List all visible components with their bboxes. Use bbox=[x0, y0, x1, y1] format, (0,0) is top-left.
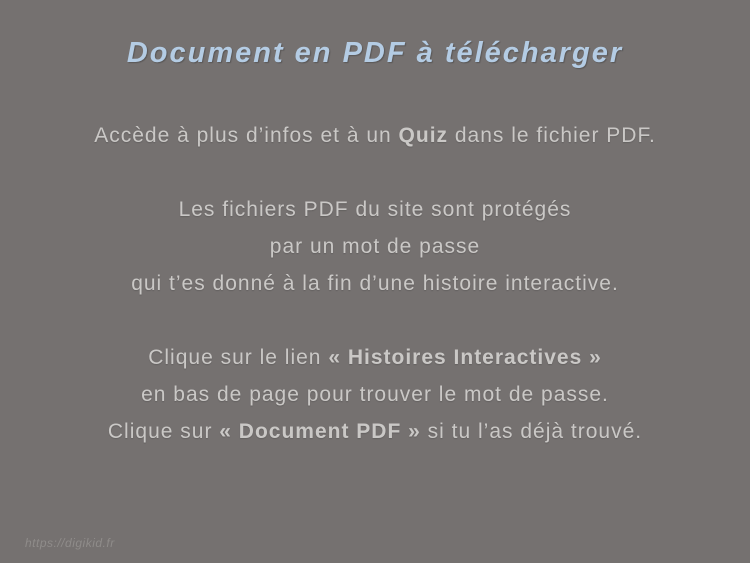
instructions-paragraph bbox=[0, 339, 750, 450]
intro-paragraph bbox=[0, 117, 750, 154]
line-text: Clique sur le lien bbox=[148, 346, 329, 369]
page-title: Document en PDF à télécharger bbox=[126, 37, 624, 69]
line-text: si tu l’as déjà trouvé. bbox=[420, 420, 643, 443]
line-bold-text: « Histoires Interactives » bbox=[328, 346, 602, 369]
password-paragraph bbox=[0, 191, 750, 302]
line-bold-text: « Document PDF » bbox=[219, 420, 421, 443]
line-text: Clique sur bbox=[107, 420, 220, 443]
text-line bbox=[0, 413, 750, 450]
line-text: dans le fichier PDF. bbox=[448, 124, 656, 147]
site-url-watermark: https://digikid.fr bbox=[25, 536, 115, 550]
text-line bbox=[0, 117, 750, 154]
text-line bbox=[0, 191, 750, 228]
text-line bbox=[0, 265, 750, 302]
pdf-download-info-panel bbox=[0, 33, 750, 563]
line-text: Accède à plus d’infos et à un bbox=[94, 124, 399, 147]
text-line bbox=[0, 228, 750, 265]
text-line bbox=[0, 339, 750, 376]
line-bold-text: Quiz bbox=[398, 124, 449, 147]
line-text: par un mot de passe bbox=[269, 235, 481, 258]
line-text: en bas de page pour trouver le mot de passe. bbox=[141, 383, 609, 406]
line-text: Les fichiers PDF du site sont protégés bbox=[178, 198, 572, 221]
text-line bbox=[0, 376, 750, 413]
line-text: qui t’es donné à la fin d’une histoire interactive. bbox=[131, 272, 619, 295]
